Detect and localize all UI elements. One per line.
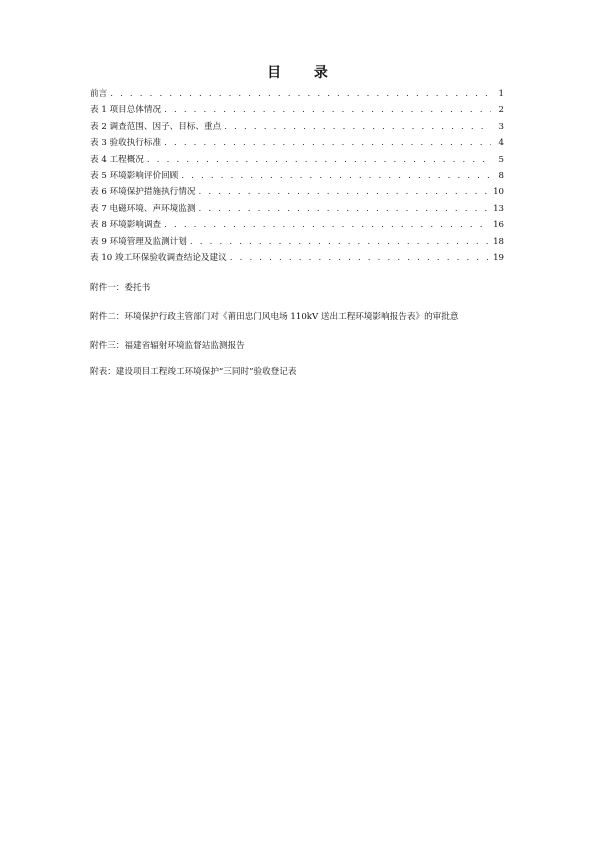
toc-entry-page: 13 <box>493 203 504 214</box>
toc-entry-table-9[interactable] <box>90 234 504 250</box>
toc-entry-page: 2 <box>498 105 504 116</box>
toc-entry-page: 1 <box>498 89 504 99</box>
toc-entry-label: 表 6 环境保护措施执行情况 <box>90 187 196 198</box>
toc-entry-label: 表 8 环境影响调查 <box>90 220 162 231</box>
page-title: 目 录 <box>267 65 342 81</box>
toc-leader-dots <box>164 217 490 233</box>
toc-entry-label: 前言 <box>90 89 108 99</box>
toc-entry-table-3[interactable] <box>90 135 504 151</box>
attachment-3: 附件三：福建省辐射环境监督站监测报告 <box>90 341 245 351</box>
toc-entry-table-6[interactable] <box>90 184 504 200</box>
toc-entry-page: 4 <box>498 138 504 149</box>
toc-entry-label: 表 5 环境影响评价回顾 <box>90 170 179 181</box>
toc-leader-dots <box>110 86 491 102</box>
toc-leader-dots <box>230 250 490 266</box>
toc-entry-page: 3 <box>498 121 504 132</box>
toc-leader-dots <box>198 201 490 217</box>
attachments-list <box>90 280 510 380</box>
toc-entry-label: 表 1 项目总体情况 <box>90 105 162 116</box>
table-of-contents <box>90 86 504 266</box>
toc-entry-page: 5 <box>498 154 504 165</box>
toc-entry-table-2[interactable] <box>90 119 504 135</box>
toc-entry-label: 表 9 环境管理及监测计划 <box>90 236 187 247</box>
toc-entry-table-1[interactable] <box>90 102 504 118</box>
toc-leader-dots <box>224 119 491 135</box>
attachment-2: 附件二：环境保护行政主管部门对《莆田忠门风电场 110kV 送出工程环境影响报告表》的审批意 <box>90 312 459 322</box>
toc-leader-dots <box>198 184 490 200</box>
toc-leader-dots <box>181 168 491 184</box>
attachment-1: 附件一：委托书 <box>90 283 151 293</box>
toc-entry-page: 10 <box>493 187 504 198</box>
toc-leader-dots <box>147 152 491 168</box>
toc-entry-label: 表 10 竣工环保验收调查结论及建议 <box>90 252 227 263</box>
toc-leader-dots <box>164 102 491 118</box>
toc-entry-label: 表 4 工程概况 <box>90 154 144 165</box>
toc-entry-table-4[interactable] <box>90 152 504 168</box>
toc-entry-page: 19 <box>493 252 504 263</box>
toc-entry-label: 表 7 电磁环境、声环境监测 <box>90 203 196 214</box>
toc-entry-page: 16 <box>493 220 504 231</box>
toc-entry-label: 表 2 调查范围、因子、目标、重点 <box>90 121 222 132</box>
toc-entry-preface[interactable] <box>90 86 504 102</box>
attachment-registration-form: 附表：建设项目工程竣工环境保护“三同时”验收登记表 <box>90 367 297 377</box>
toc-entry-table-10[interactable] <box>90 250 504 266</box>
toc-entry-table-8[interactable] <box>90 217 504 233</box>
toc-leader-dots <box>190 234 490 250</box>
toc-entry-page: 8 <box>498 170 504 181</box>
toc-entry-table-7[interactable] <box>90 201 504 217</box>
toc-leader-dots <box>164 135 491 151</box>
toc-entry-label: 表 3 验收执行标准 <box>90 138 162 149</box>
toc-entry-table-5[interactable] <box>90 168 504 184</box>
toc-entry-page: 18 <box>493 236 504 247</box>
